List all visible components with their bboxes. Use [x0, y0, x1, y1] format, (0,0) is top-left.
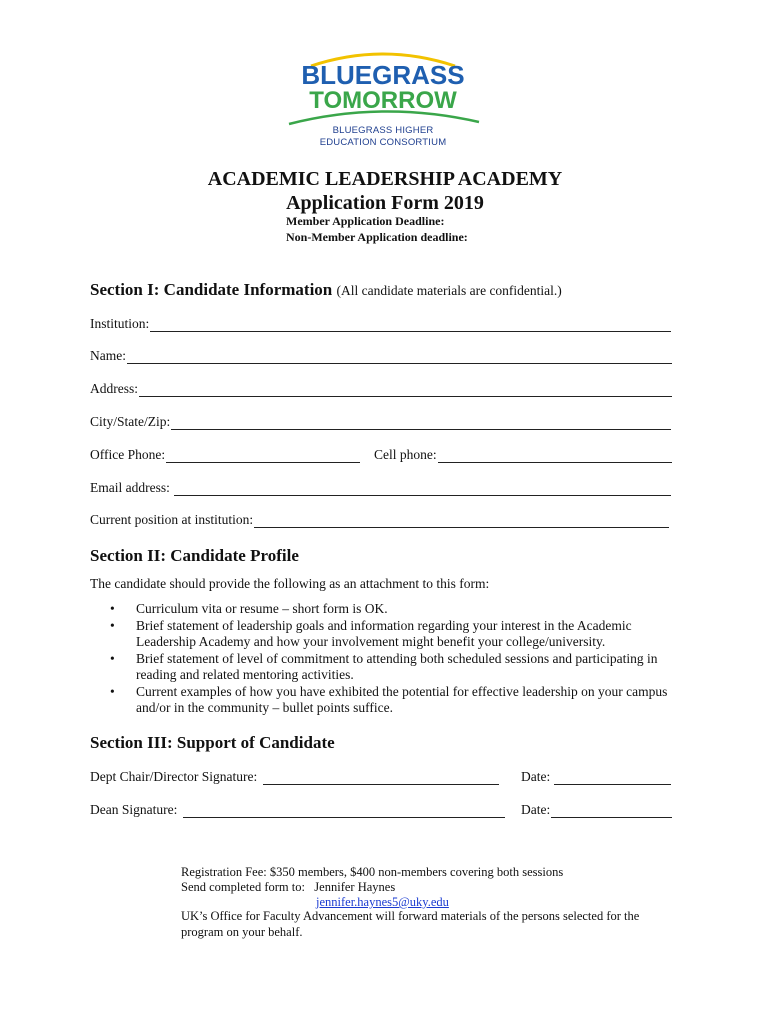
- email-field: [90, 480, 671, 496]
- chair-date-field: [521, 769, 671, 785]
- city-state-zip-label: City/State/Zip:: [90, 414, 171, 429]
- bullet-icon: •: [110, 601, 115, 616]
- dean-date-label: Date:: [521, 802, 551, 817]
- bullet-icon: •: [110, 683, 115, 699]
- current-position-label: Current position at institution:: [90, 512, 254, 527]
- footer-note: UK’s Office for Faculty Advancement will forward materials of the persons selected for the program on your behalf.: [181, 909, 640, 939]
- send-to: Send completed form to: Jennifer Haynes: [181, 880, 396, 894]
- chair-signature-label: Dept Chair/Director Signature:: [90, 769, 258, 784]
- chair-signature-line[interactable]: [263, 770, 499, 785]
- nonmember-deadline: Non-Member Application deadline:: [286, 230, 468, 244]
- cell-phone-label: Cell phone:: [374, 447, 437, 462]
- chair-date-line[interactable]: [554, 770, 671, 785]
- address-input-line[interactable]: [139, 382, 672, 397]
- name-field: [90, 348, 672, 364]
- list-item: • Brief statement of level of commitment to attending both scheduled sessions and participating in reading and related mentoring activities.: [110, 650, 658, 682]
- dean-signature-field: [90, 802, 505, 818]
- dean-date-field: [521, 802, 672, 818]
- dean-date-line[interactable]: [551, 803, 672, 818]
- member-deadline: Member Application Deadline:: [286, 214, 445, 228]
- current-position-input-line[interactable]: [254, 513, 669, 528]
- address-field: [90, 381, 672, 397]
- name-label: Name:: [90, 348, 126, 363]
- chair-date-label: Date:: [521, 769, 551, 784]
- section-1-note: (All candidate materials are confidential.): [336, 283, 562, 298]
- email-label: Email address:: [90, 480, 170, 495]
- section-2-intro: The candidate should provide the following as an attachment to this form:: [90, 576, 490, 591]
- current-position-field: [90, 512, 669, 528]
- institution-field: [90, 316, 671, 332]
- list-item: • Curriculum vita or resume – short form is OK.: [110, 601, 388, 616]
- institution-input-line[interactable]: [150, 317, 671, 332]
- section-2-heading: Section II: Candidate Profile: [90, 546, 299, 565]
- cell-phone-field: [374, 447, 672, 463]
- institution-label: Institution:: [90, 316, 150, 331]
- logo-word-1: BLUEGRASS: [301, 60, 465, 90]
- section-3-heading: Section III: Support of Candidate: [90, 733, 335, 752]
- name-input-line[interactable]: [127, 349, 672, 364]
- form-subtitle: Application Form 2019: [286, 192, 484, 214]
- dean-signature-line[interactable]: [183, 803, 505, 818]
- bullet-icon: •: [110, 650, 115, 666]
- list-item: • Brief statement of leadership goals and information regarding your interest in the Academic Leadership Academy and how your involvement might benefit your college/university.: [110, 617, 632, 649]
- city-state-zip-field: [90, 414, 671, 430]
- section-1-heading: [90, 280, 562, 300]
- chair-signature-field: [90, 769, 499, 785]
- bullet-icon: •: [110, 617, 115, 633]
- section-1-title: Section I: Candidate Information: [90, 280, 333, 299]
- cell-phone-input-line[interactable]: [438, 448, 672, 463]
- registration-fee: Registration Fee: $350 members, $400 non-members covering both sessions: [181, 865, 564, 879]
- logo-caption-line-2: EDUCATION CONSORTIUM: [319, 137, 447, 148]
- office-phone-field: [90, 447, 360, 463]
- profile-requirements-list: [110, 601, 680, 717]
- city-state-zip-input-line[interactable]: [171, 415, 671, 430]
- office-phone-label: Office Phone:: [90, 447, 166, 462]
- logo-caption-line-1: BLUEGRASS HIGHER: [332, 125, 434, 136]
- address-label: Address:: [90, 381, 138, 396]
- list-item: • Current examples of how you have exhibited the potential for effective leadership on your campus and/or in the community – bullet points suffice.: [110, 683, 668, 715]
- logo-word-2: TOMORROW: [309, 87, 457, 114]
- office-phone-input-line[interactable]: [166, 448, 360, 463]
- dean-signature-label: Dean Signature:: [90, 802, 178, 817]
- form-title: ACADEMIC LEADERSHIP ACADEMY: [207, 168, 563, 190]
- contact-email-link[interactable]: jennifer.haynes5@uky.edu: [316, 895, 449, 909]
- email-input-line[interactable]: [174, 481, 671, 496]
